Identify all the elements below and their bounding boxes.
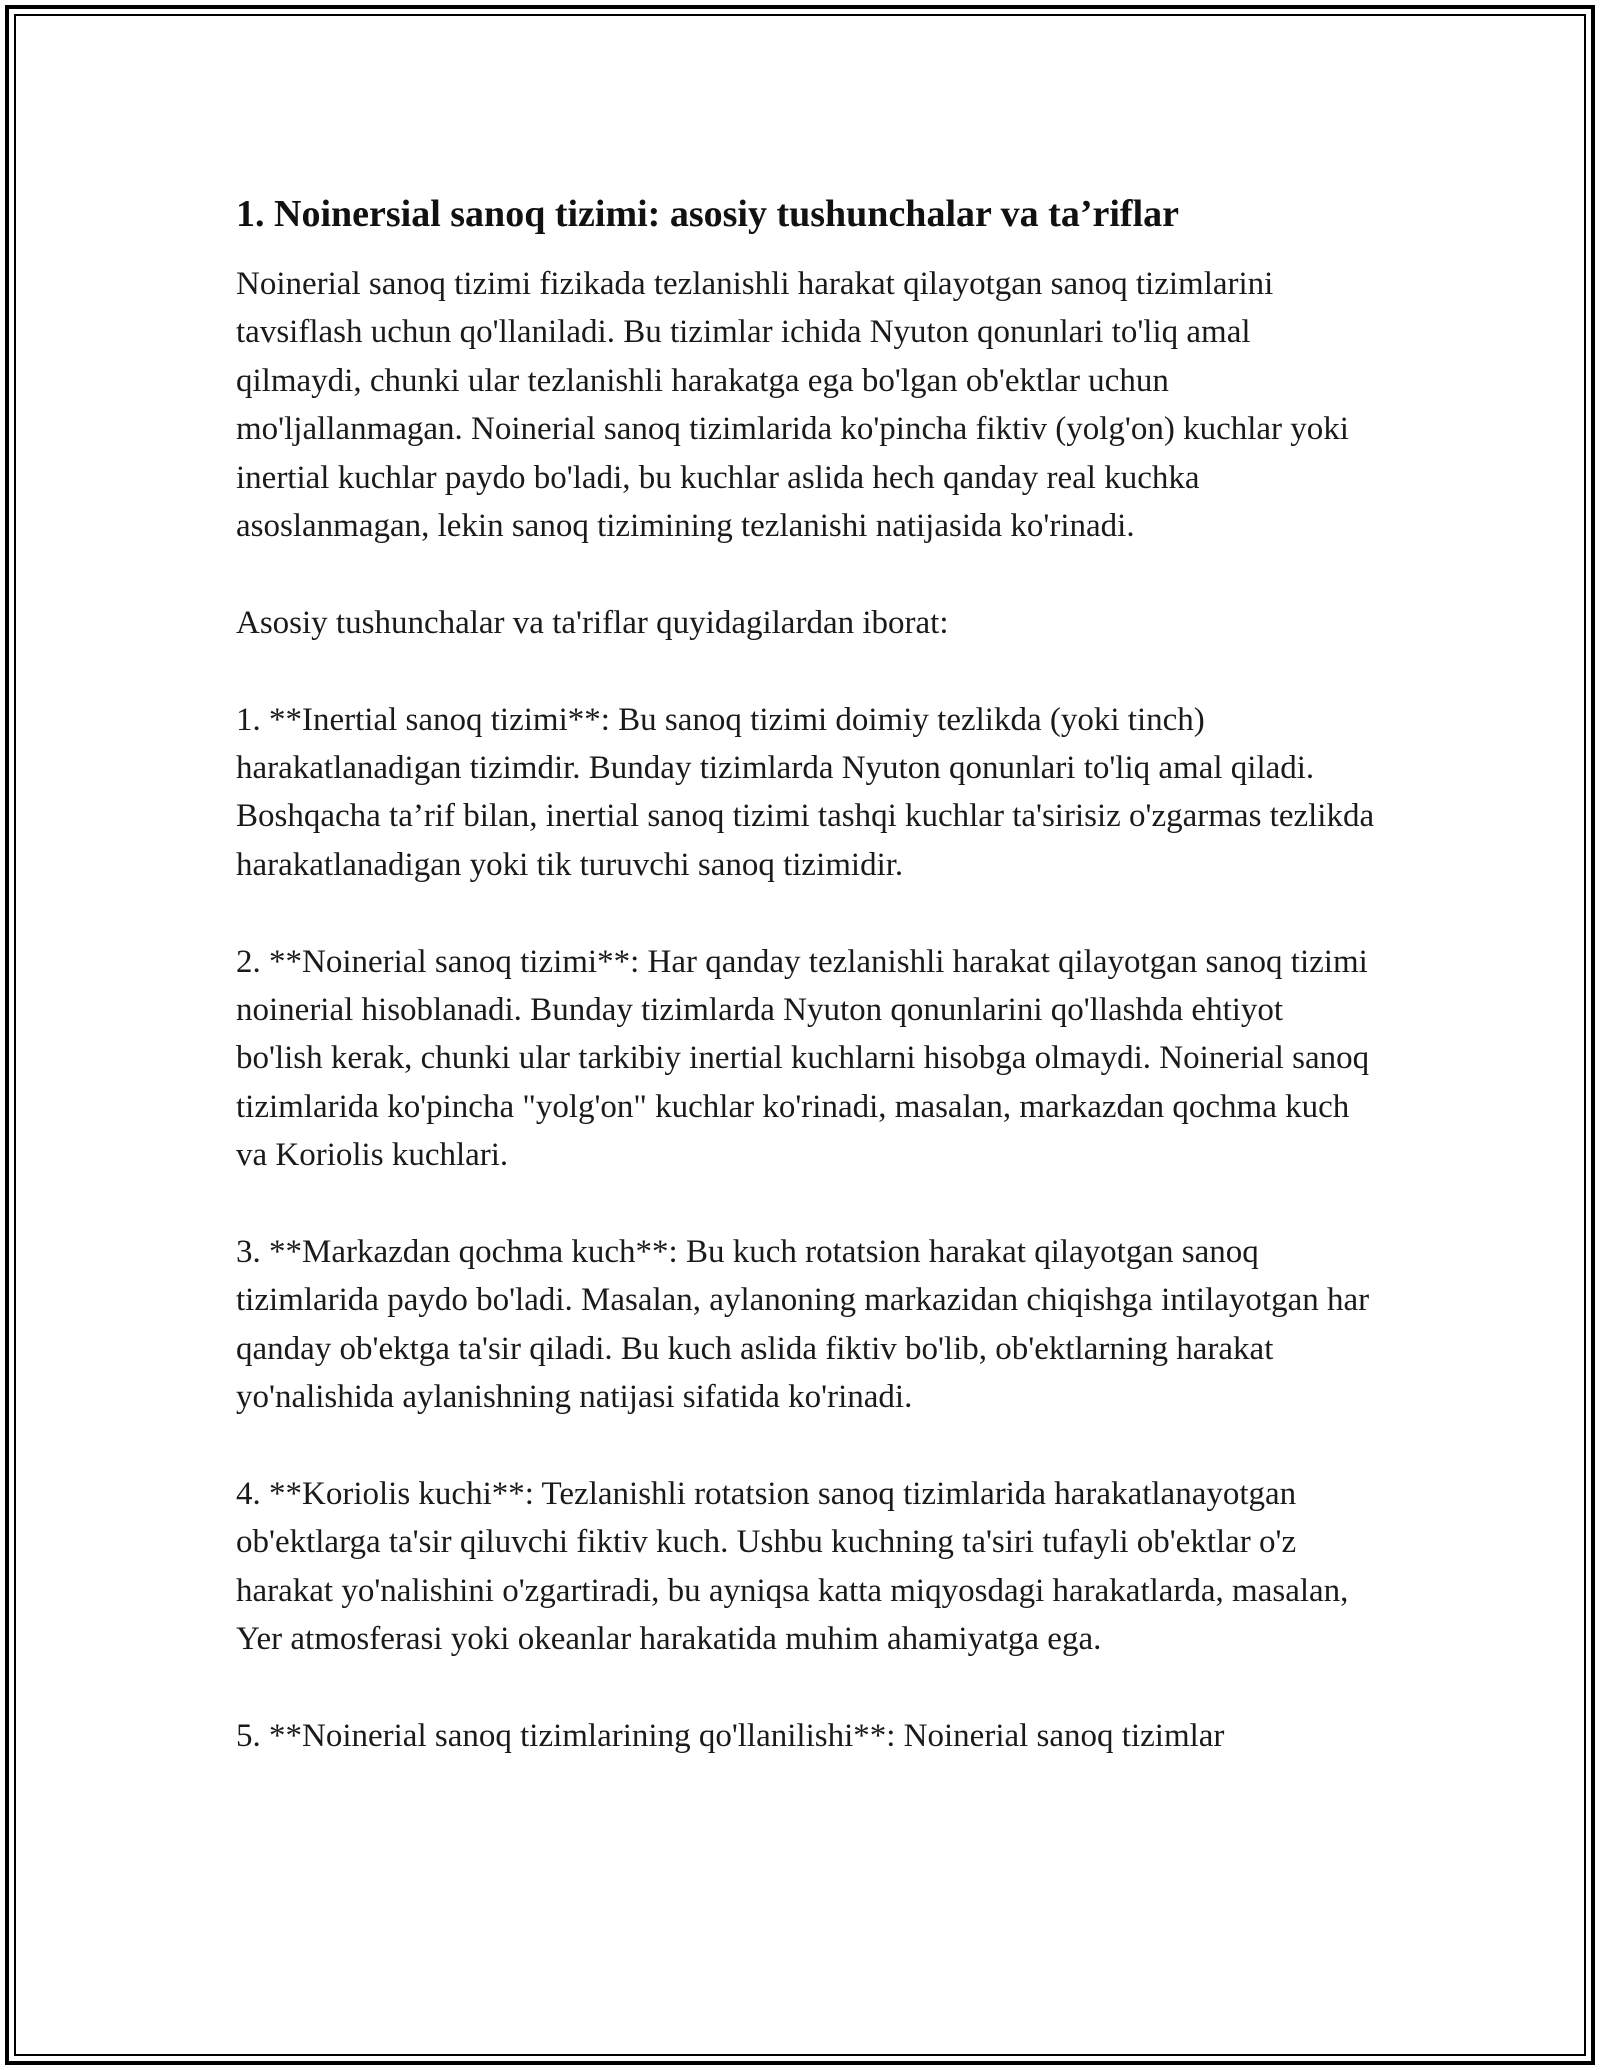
concepts-lead-paragraph: Asosiy tushunchalar va ta'riflar quyidagilardan iborat: [236,604,949,641]
intro-paragraph: Noinerial sanoq tizimi fizikada tezlanishli harakat qilayotgan sanoq tizimlarini tavsiflash uchun qo'llaniladi. Bu tizimlar ichida Nyuton qonunlari to'liq amal qilmaydi, chunki ular tezlanishli harakatga ega bo'lgan ob'ektlar uchun mo'ljallanmagan. Noinerial sanoq tizimlarida ko'pincha fiktiv (yolg'on) kuchlar yoki inertial kuchlar paydo bo'ladi, bu kuchlar aslida hech qanday real kuchka asoslanmagan, lekin sanoq tizimining tezlanishi natijasida ko'rinadi. [236,266,1349,545]
list-item-inertial-frame: 1. **Inertial sanoq tizimi**: Bu sanoq tizimi doimiy tezlikda (yoki tinch) harakatlanadigan tizimdir. Bunday tizimlarda Nyuton qonunlari to'liq amal qiladi. Boshqacha ta’rif bilan, inertial sanoq tizimi tashqi kuchlar ta'sirisiz o'zgarmas tezlikda harakatlanadigan yoki tik turuvchi sanoq tizimidir. [236,701,1375,883]
section-heading: 1. Noinersial sanoq tizimi: asosiy tushunchalar va ta’riflar [236,193,1179,235]
list-item-centrifugal-force: 3. **Markazdan qochma kuch**: Bu kuch rotatsion harakat qilayotgan sanoq tizimlarida paydo bo'ladi. Masalan, aylanoning markazidan chiqishga intilayotgan har qanday ob'ektga ta'sir qiladi. Bu kuch aslida fiktiv bo'lib, ob'ektlarning harakat yo'nalishida aylanishning natijasi sifatida ko'rinadi. [236,1234,1370,1416]
list-item-noninertial-frame: 2. **Noinerial sanoq tizimi**: Har qanday tezlanishli harakat qilayotgan sanoq tizimi noinerial hisoblanadi. Bunday tizimlarda Nyuton qonunlarini qo'llashda ehtiyot bo'lish kerak, chunki ular tarkibiy inertial kuchlarni hisobga olmaydi. Noinerial sanoq tizimlarida ko'pincha "yolg'on" kuchlar ko'rinadi, masalan, markazdan qochma kuch va Koriolis kuchlari. [236,943,1370,1174]
list-item-coriolis-force: 4. **Koriolis kuchi**: Tezlanishli rotatsion sanoq tizimlarida harakatlanayotgan ob'ektlarga ta'sir qiluvchi fiktiv kuch. Ushbu kuchning ta'siri tufayli ob'ektlar o'z harakat yo'nalishini o'zgartiradi, bu ayniqsa katta miqyosdagi harakatlarda, masalan, Yer atmosferasi yoki okeanlar harakatida muhim ahamiyatga ega. [236,1476,1349,1658]
list-item-applications: 5. **Noinerial sanoq tizimlarining qo'llanilishi**: Noinerial sanoq tizimlar [236,1718,1225,1755]
document-body [236,188,1376,1761]
